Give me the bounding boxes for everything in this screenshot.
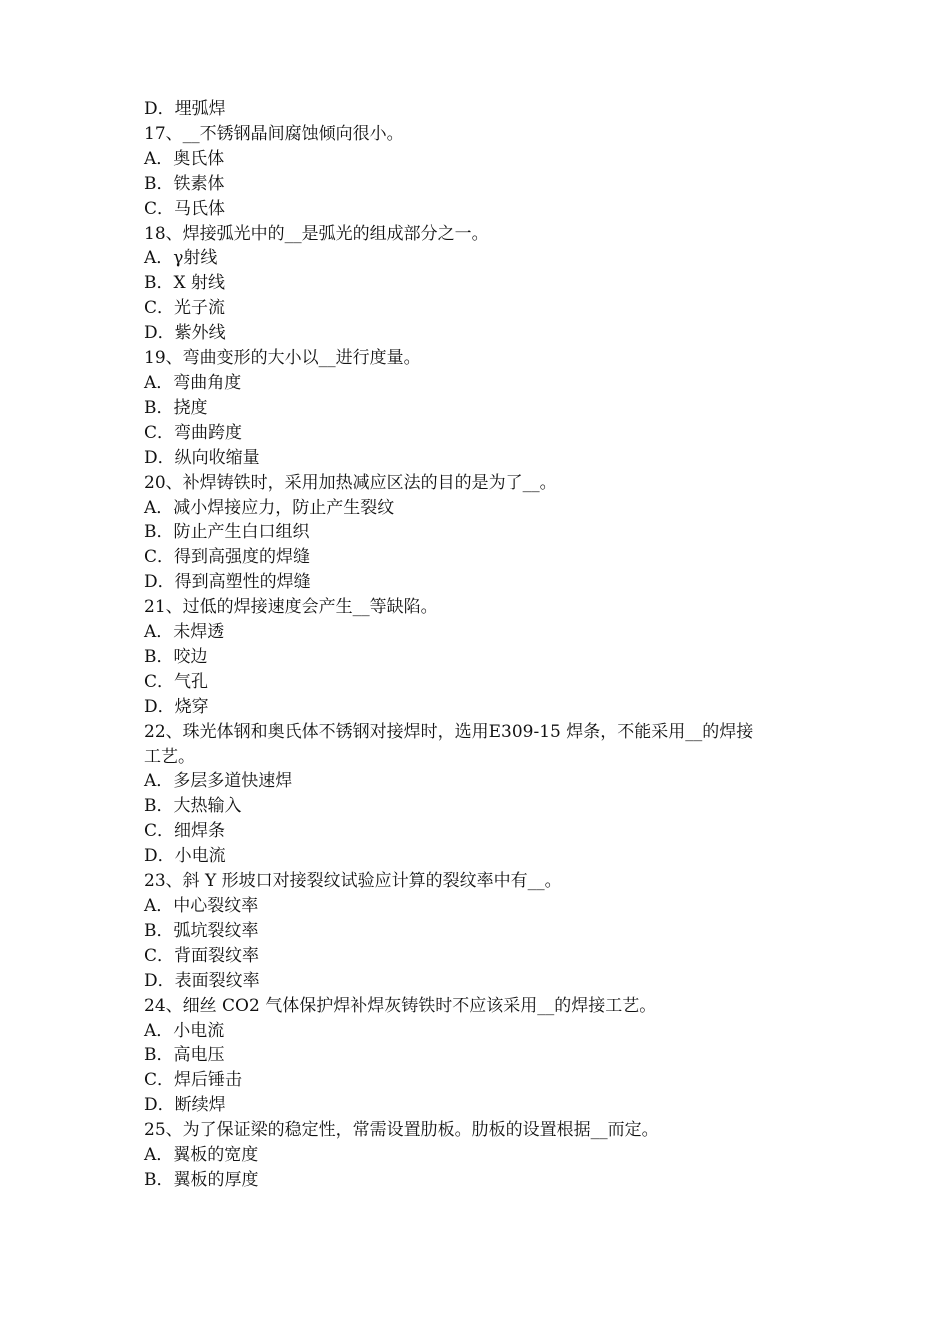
option-line: C．马氏体 [144,198,226,219]
option-line: A．未焊透 [144,622,225,643]
option-line: D．埋弧焊 [144,99,226,119]
question-line: 17、__不锈钢晶间腐蚀倾向很小。 [144,123,404,144]
option-line: D．烧穿 [144,696,209,717]
option-line: A．γ射线 [144,248,218,269]
option-line: B．防止产生白口组织 [144,522,310,543]
option-line: C．气孔 [144,671,209,692]
option-line: A．小电流 [144,1020,225,1041]
document-page [144,97,814,1193]
option-line: C．细焊条 [144,821,226,842]
option-line: C．弯曲跨度 [144,422,243,443]
option-line: D．小电流 [144,846,226,867]
option-line: A．奥氏体 [144,148,225,169]
option-line: D．得到高塑性的焊缝 [144,572,311,593]
option-line: C．焊后锤击 [144,1070,243,1091]
option-line: B．弧坑裂纹率 [144,920,259,941]
option-line: C．背面裂纹率 [144,945,260,966]
option-line: B．翼板的厚度 [144,1169,259,1190]
option-line: C．得到高强度的焊缝 [144,547,311,568]
question-line: 23、斜 Y 形坡口对接裂纹试验应计算的裂纹率中有__。 [144,871,562,892]
option-line: D．表面裂纹率 [144,970,260,991]
question-line: 24、细丝 CO2 气体保护焊补焊灰铸铁时不应该采用__的焊接工艺。 [144,995,657,1016]
option-line: B．高电压 [144,1045,225,1066]
option-line: A．翼板的宽度 [144,1145,259,1166]
question-line: 20、补焊铸铁时，采用加热减应区法的目的是为了__。 [144,472,557,493]
question-line: 21、过低的焊接速度会产生__等缺陷。 [144,597,438,618]
option-line: B．咬边 [144,646,208,667]
option-line: A．减小焊接应力，防止产生裂纹 [144,497,395,518]
option-line: D．纵向收缩量 [144,447,260,468]
option-line: A．中心裂纹率 [144,896,259,916]
question-line: 18、焊接弧光中的__是弧光的组成部分之一。 [144,223,489,244]
option-line: B．挠度 [144,397,208,418]
option-line: D．断续焊 [144,1095,226,1116]
option-line: D．紫外线 [144,323,226,344]
question-line: 19、弯曲变形的大小以__进行度量。 [144,348,421,369]
option-line: B．X 射线 [144,273,225,294]
question-line: 25、为了保证梁的稳定性，常需设置肋板。肋板的设置根据__而定。 [144,1120,659,1141]
option-line: C．光子流 [144,298,226,319]
option-line: A．弯曲角度 [144,372,242,393]
option-line: B．大热输入 [144,796,242,817]
option-line: A．多层多道快速焊 [144,771,293,792]
question-line-continuation: 工艺。 [144,746,195,767]
question-line: 22、珠光体钢和奥氏体不锈钢对接焊时，选用E309-15 焊条，不能采用__的焊接 [144,721,754,742]
option-line: B．铁素体 [144,173,225,194]
